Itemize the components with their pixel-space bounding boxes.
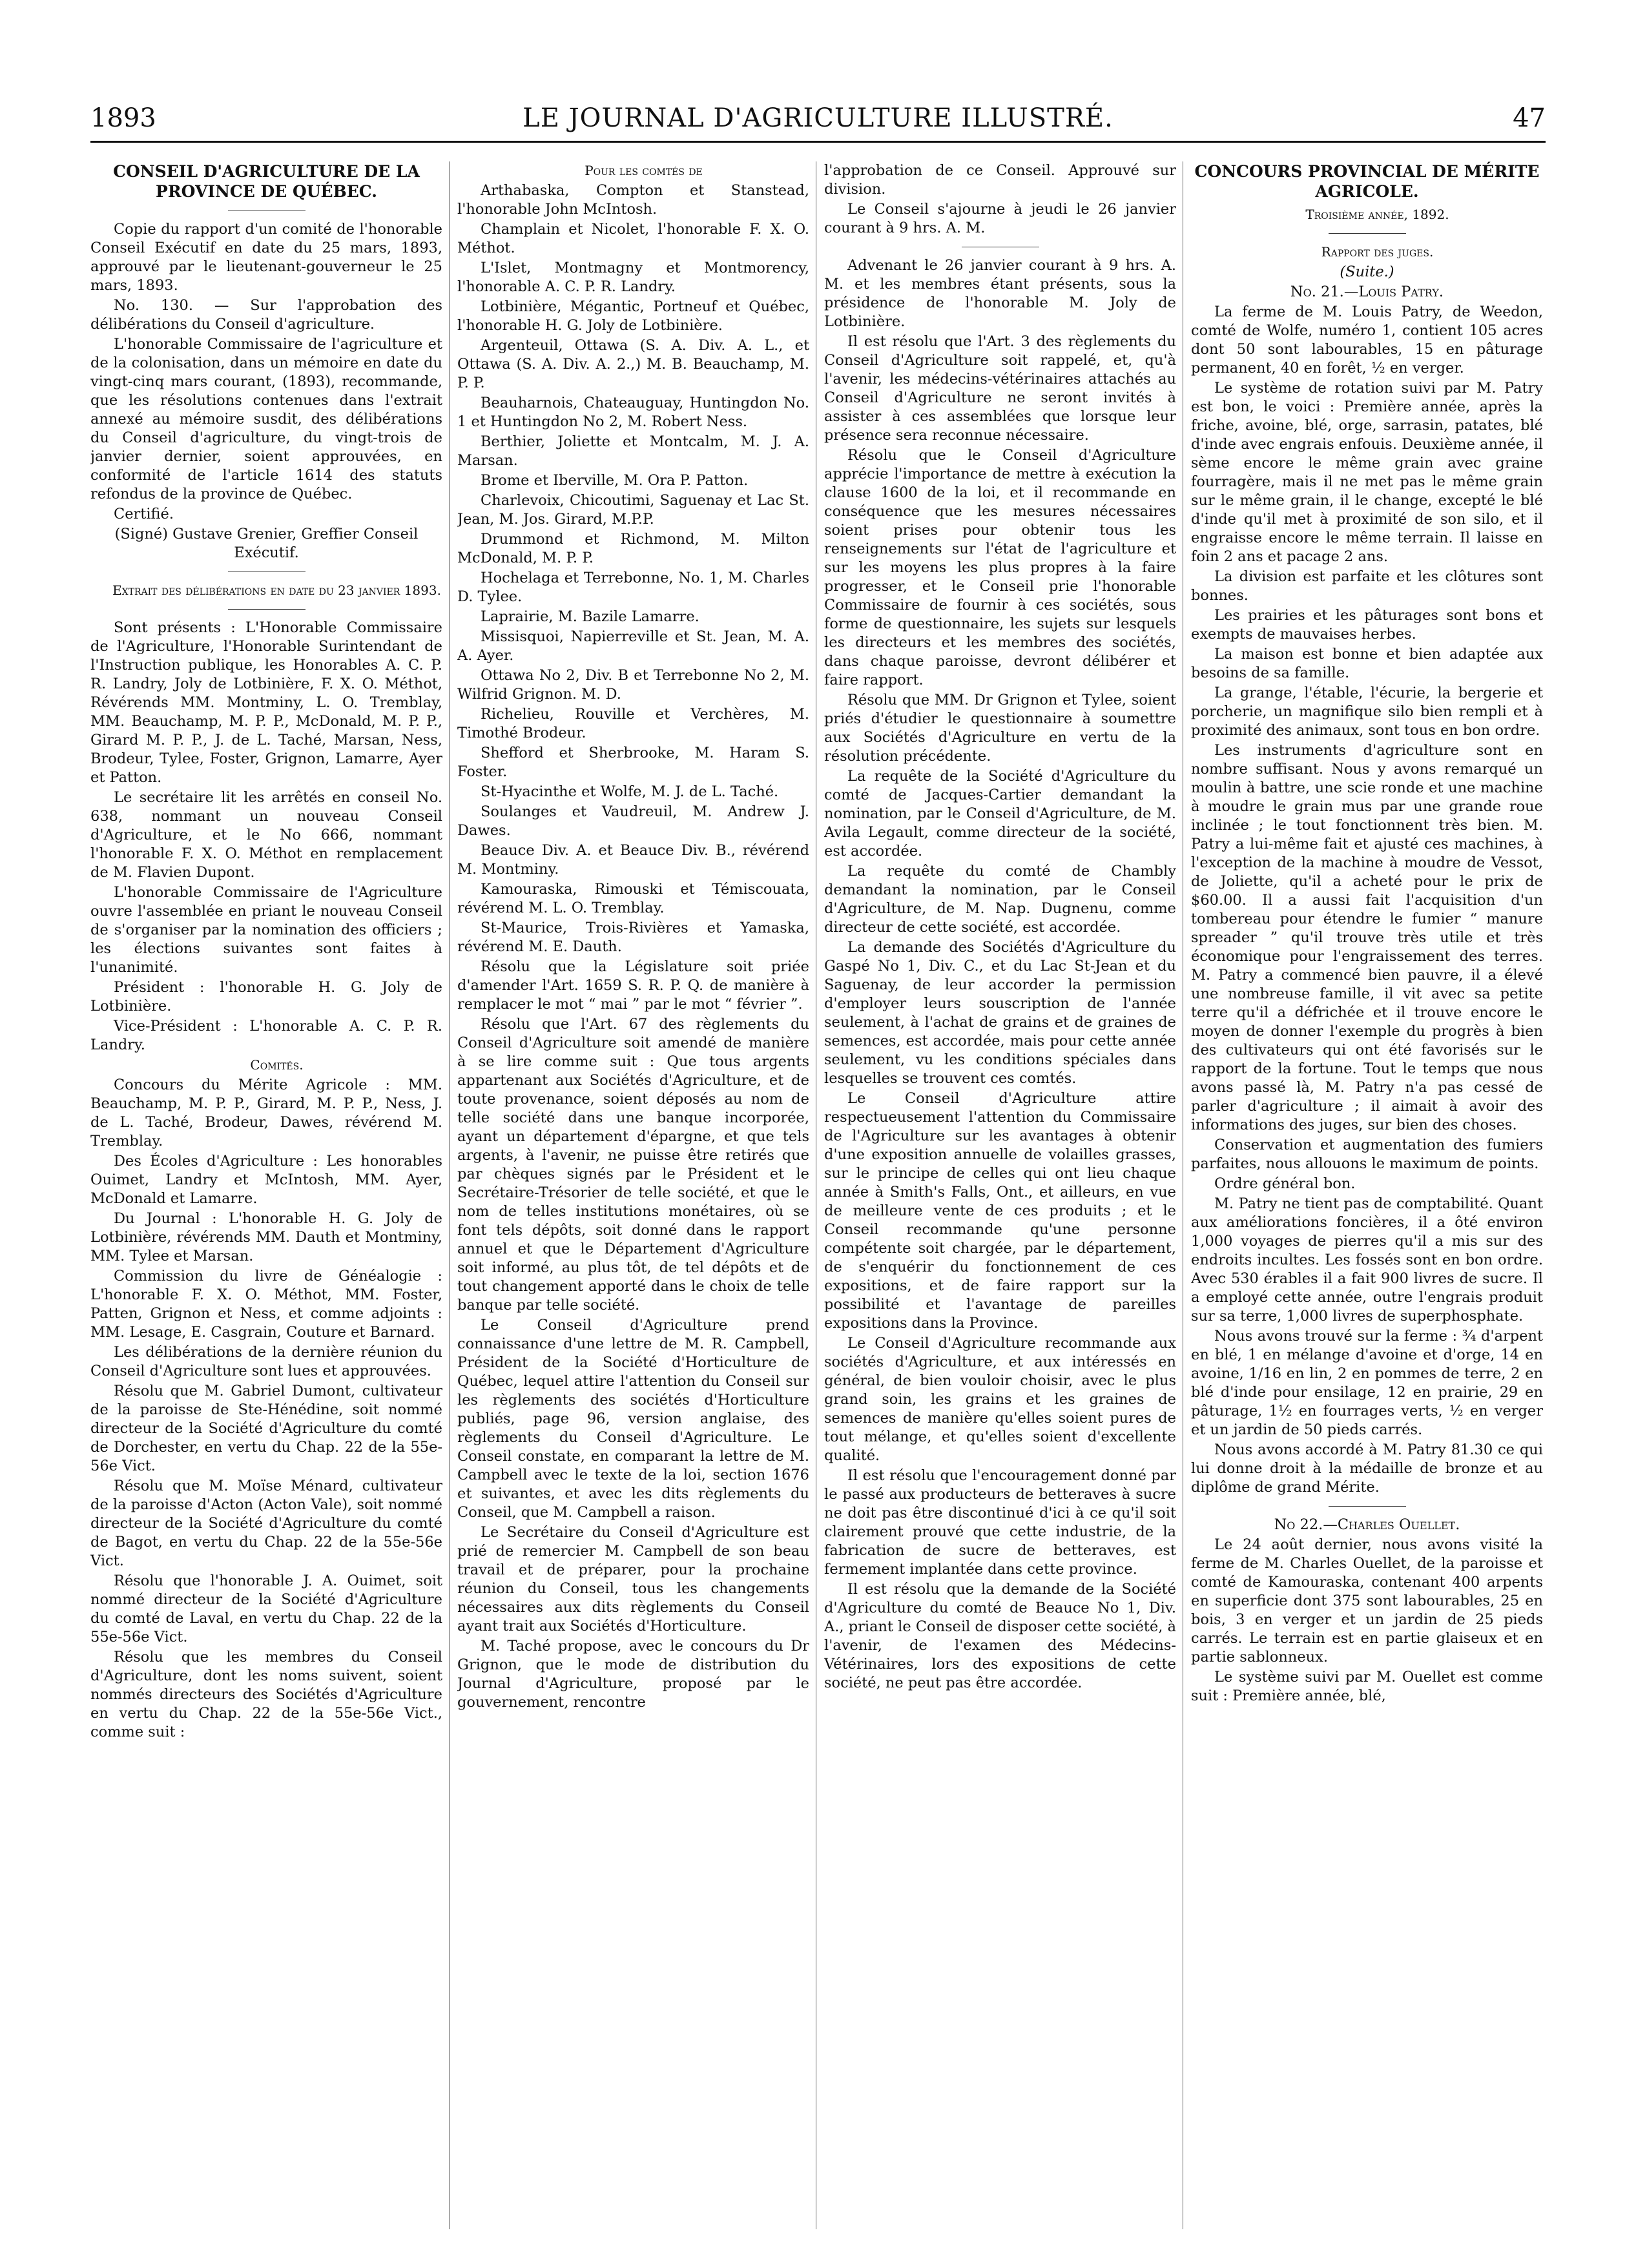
- paragraph: Commission du livre de Généalogie : L'honorable F. X. O. Méthot, MM. Foster, Patten, Grignon et Ness, et comme adjoints : MM. Lesage, E. Casgrain, Couture et Barnard.: [90, 1268, 442, 1341]
- paragraph: Le Conseil d'Agriculture recommande aux sociétés d'Agriculture, et aux intéressés en général, de bien vouloir choisir, avec le plus grand soin, les grains et les graines de semences de manière qu'elles soient pures de tout mélange, et qu'elles soient d'excellente qualité.: [824, 1335, 1176, 1464]
- separator: [1329, 1506, 1406, 1507]
- paragraph: L'Islet, Montmagny et Montmorency, l'honorable A. C. P. R. Landry.: [457, 260, 809, 295]
- paragraph: Concours du Mérite Agricole : MM. Beauchamp, M. P. P., Girard, M. P. P., Ness, J. de L. Taché, Brodeur, Dawes, révérend M. Tremblay.: [90, 1077, 442, 1149]
- article-subtitle: Troisième année, 1892.: [1305, 207, 1449, 222]
- column-3: [824, 161, 1176, 2229]
- paragraph: Du Journal : L'honorable H. G. Joly de Lotbinière, révérends MM. Dauth et Montminy, MM. Tylee et Marsan.: [90, 1210, 442, 1264]
- paragraph: Le Conseil d'Agriculture prend connaissance d'une lettre de M. R. Campbell, Président de la Société d'Horticulture de Québec, lequel attire l'attention du Conseil sur les règlements des sociétés d'Horticulture publiés, page 96, version anglaise, des règlements du Conseil d'Agriculture. Le Conseil constate, en comparant la lettre de M. Campbell avec le texte de la loi, section 1676 et suivantes, et avec les dits règlements du Conseil, que M. Campbell a raison.: [457, 1317, 809, 1521]
- header-page-number: 47: [1513, 103, 1546, 133]
- paragraph: Ordre général bon.: [1214, 1175, 1356, 1192]
- paragraph: Résolu que la Législature soit priée d'amender l'Art. 1659 S. R. P. Q. de manière à remplacer le mot “ mai ” par le mot “ février ”.: [457, 958, 809, 1013]
- continued-note: (Suite.): [1340, 263, 1394, 280]
- paragraph: Missisquoi, Napierreville et St. Jean, M. A. A. Ayer.: [457, 628, 809, 664]
- paragraph: Copie du rapport d'un comité de l'honorable Conseil Exécutif en date du 25 mars, 1893, approuvé par le lieutenant-gouverneur le 25 mars, 1893.: [90, 221, 442, 294]
- paragraph: Beauharnois, Chateauguay, Huntingdon No. 1 et Huntingdon No 2, M. Robert Ness.: [457, 395, 809, 430]
- paragraph: Résolu que MM. Dr Grignon et Tylee, soient priés d'étudier le questionnaire à soumettre aux Sociétés d'Agriculture en vertu de la résolution précédente.: [824, 692, 1176, 765]
- paragraph: Le système de rotation suivi par M. Patry est bon, le voici : Première année, après la friche, avoine, blé, orge, sarrasin, patates, blé d'inde avec engrais enfouis. Deuxième année, il sème encore le même grain avec graine fourragère, mais il ne met pas le même grain sur le même grain, il le change, excepté le blé d'inde qu'il met à proximité de son silo, et il engraisse encore le même terrain. Il laisse en foin 2 ans et pacage 2 ans.: [1191, 380, 1543, 565]
- paragraph: La ferme de M. Louis Patry, de Weedon, comté de Wolfe, numéro 1, contient 105 acres dont 50 sont labourables, 15 en pâturage permanent, 40 en forêt, ½ en verger.: [1191, 304, 1543, 376]
- entry-heading: No 22.—Charles Ouellet.: [1274, 1516, 1460, 1533]
- paragraph: Conservation et augmentation des fumiers parfaites, nous allouons le maximum de points.: [1191, 1137, 1543, 1172]
- paragraph: Le Conseil s'ajourne à jeudi le 26 janvier courant à 9 hrs. A. M.: [824, 201, 1176, 236]
- section-heading: Pour les comtés de: [585, 163, 703, 178]
- paragraph: Des Écoles d'Agriculture : Les honorables Ouimet, Landry et McIntosh, MM. Ayer, McDonald et Lamarre.: [90, 1153, 442, 1207]
- header-year: 1893: [90, 103, 156, 133]
- paragraph: Advenant le 26 janvier courant à 9 hrs. A. M. et les membres étant présents, sous la présidence de l'honorable M. Joly de Lotbinière.: [824, 257, 1176, 330]
- paragraph: La demande des Sociétés d'Agriculture du Gaspé No 1, Div. C., et du Lac St-Jean et du Saguenay, de leur accorder la permission d'employer leurs souscription de l'année seulement, à l'achat de grains et de graines de semences, est accordée, mais pour cette année seulement, vu les conditions spéciales dans lesquelles se trouvent ces comtés.: [824, 939, 1176, 1087]
- paragraph: Lotbinière, Mégantic, Portneuf et Québec, l'honorable H. G. Joly de Lotbinière.: [457, 298, 809, 334]
- paragraph: Il est résolu que l'encouragement donné par le passé aux producteurs de betteraves à sucre ne doit pas être discontinué d'ici à ce qu'il soit clairement prouvé que cette industrie, de la fabrication de sucre de betteraves, est fermement implantée dans cette province.: [824, 1467, 1176, 1578]
- paragraph: St-Hyacinthe et Wolfe, M. J. de L. Taché.: [481, 783, 779, 800]
- paragraph: Le 24 août dernier, nous avons visité la ferme de M. Charles Ouellet, de la paroisse et comté de Kamouraska, contenant 400 arpents en superficie dont 375 sont labourables, 25 en bois, 3 en verger et un jardin de 25 pieds carrés. Le terrain est en partie glaiseux et en partie sablonneux.: [1191, 1536, 1543, 1665]
- paragraph: L'honorable Commissaire de l'Agriculture ouvre l'assemblée en priant le nouveau Conseil de s'organiser par la nomination des officiers ; les élections suivantes sont faites à l'unanimité.: [90, 884, 442, 976]
- paragraph: Il est résolu que l'Art. 3 des règlements du Conseil d'Agriculture soit rappelé, et, qu'à l'avenir, les médecins-vétérinaires attachés au Conseil d'Agriculture ne seront invités à assister à ces assemblées que lorsque leur présence sera reconnue nécessaire.: [824, 333, 1176, 444]
- entry-heading: No. 21.—Louis Patry.: [1290, 284, 1444, 300]
- paragraph: M. Taché propose, avec le concours du Dr Grignon, que le mode de distribution du Journal d'Agriculture, proposé par le gouvernement, rencontre: [457, 1638, 809, 1711]
- paragraph: Kamouraska, Rimouski et Témiscouata, révérend M. L. O. Tremblay.: [457, 881, 809, 916]
- paragraph: Argenteuil, Ottawa (S. A. Div. A. L., et Ottawa (S. A. Div. A. 2.,) M. B. Beauchamp, M. P. P.: [457, 337, 809, 391]
- paragraph: Résolu que les membres du Conseil d'Agriculture, dont les noms suivent, soient nommés directeurs des Sociétés d'Agriculture en vertu du Chap. 22 de la 55e-56e Vict., comme suit :: [90, 1649, 442, 1740]
- paragraph: Richelieu, Rouville et Verchères, M. Timothé Brodeur.: [457, 706, 809, 741]
- paragraph: Résolu que l'Art. 67 des règlements du Conseil d'Agriculture soit amendé de manière à se lire comme suit : Que tous argents appartenant aux Sociétés d'Agriculture, et de toute provenance, soient déposés au nom de telle société dans une banque incorporée, ayant un département d'épargne, et que tels argents, à l'avenir, ne puisse être retirés que par chèques signés par le Président et le Secrétaire-Trésorier de telle société, et que le nom de telles institutions monétaires, où se font tels dépôts, soit donné dans le rapport annuel et que le Département d'Agriculture soit informé, au plus tôt, de tel dépôts et de tout changement apporté dans le choix de telle banque par telle société.: [457, 1016, 809, 1314]
- paragraph: St-Maurice, Trois-Rivières et Yamaska, révérend M. E. Dauth.: [457, 920, 809, 955]
- paragraph: Drummond et Richmond, M. Milton McDonald, M. P. P.: [457, 531, 809, 566]
- section-heading: Comités.: [250, 1057, 304, 1073]
- separator: [1329, 233, 1406, 234]
- section-heading: Rapport des juges.: [1321, 244, 1434, 260]
- paragraph: Président : l'honorable H. G. Joly de Lotbinière.: [90, 979, 442, 1015]
- column-divider: [449, 161, 450, 2229]
- header-title: LE JOURNAL D'AGRICULTURE ILLUSTRÉ.: [523, 103, 1113, 133]
- paragraph: Les délibérations de la dernière réunion du Conseil d'Agriculture sont lues et approuvées.: [90, 1344, 442, 1379]
- paragraph: Résolu que l'honorable J. A. Ouimet, soit nommé directeur de la Société d'Agriculture du comté de Laval, en vertu du Chap. 22 de la 55e-56e Vict.: [90, 1572, 442, 1645]
- article-title: CONSEIL D'AGRICULTURE DE LA PROVINCE DE QUÉBEC.: [113, 162, 420, 201]
- paragraph: Sont présents : L'Honorable Commissaire de l'Agriculture, l'Honorable Surintendant de l'Instruction publique, les Honorables A. C. P. R. Landry, Joly de Lotbinière, F. X. O. Méthot, Révérends MM. Montminy, L. O. Tremblay, MM. Beauchamp, M. P. P., McDonald, M. P. P., Girard M. P. P., J. de L. Taché, Marsan, Ness, Brodeur, Tylee, Foster, Grignon, Lamarre, Ayer et Patton.: [90, 619, 442, 786]
- paragraph: Résolu que le Conseil d'Agriculture apprécie l'importance de mettre à exécution la clause 1600 de la loi, et il recommande en conséquence que les mesures nécessaires soient prises pour obtenir tous les renseignements sur l'état de l'agriculture et sur les moyens les plus propres à la faire progresser, et le Conseil prie l'honorable Commissaire de fournir à ces sociétés, sous forme de questionnaire, les sujets sur lesquels les directeurs et les membres des sociétés, dans chaque paroisse, devront délibérer et faire rapport.: [824, 447, 1176, 688]
- paragraph: La maison est bonne et bien adaptée aux besoins de sa famille.: [1191, 646, 1543, 681]
- paragraph: Brome et Iberville, M. Ora P. Patton.: [481, 472, 749, 489]
- column-2: [457, 161, 809, 2229]
- section-heading: Extrait des délibérations en date du 23 janvier 1893.: [112, 582, 441, 598]
- article-title: CONCOURS PROVINCIAL DE MÉRITE AGRICOLE.: [1194, 162, 1540, 201]
- running-header: [90, 103, 1546, 142]
- paragraph: Shefford et Sherbrooke, M. Haram S. Foster.: [457, 745, 809, 780]
- paragraph: Champlain et Nicolet, l'honorable F. X. O. Méthot.: [457, 221, 809, 256]
- paragraph: Berthier, Joliette et Montcalm, M. J. A. Marsan.: [457, 433, 809, 469]
- paragraph: l'approbation de ce Conseil. Approuvé sur division.: [824, 162, 1176, 198]
- paragraph: Beauce Div. A. et Beauce Div. B., révérend M. Montminy.: [457, 842, 809, 878]
- paragraph: Le Secrétaire du Conseil d'Agriculture est prié de remercier M. Campbell de son beau travail et de préparer, pour la prochaine réunion du Conseil, tous les changements nécessaires aux dits règlements du Conseil ayant trait aux Sociétés d'Horticulture.: [457, 1524, 809, 1634]
- paragraph: Le secrétaire lit les arrêtés en conseil No. 638, nommant un nouveau Conseil d'Agriculture, et le No 666, nommant l'honorable F. X. O. Méthot en remplacement de M. Flavien Dupont.: [90, 789, 442, 881]
- paragraph: Le système suivi par M. Ouellet est comme suit : Première année, blé,: [1191, 1669, 1543, 1704]
- paragraph: Résolu que M. Gabriel Dumont, cultivateur de la paroisse de Ste-Hénédine, soit nommé directeur de la Société d'Agriculture du comté de Dorchester, en vertu du Chap. 22 de la 55e-56e Vict.: [90, 1383, 442, 1474]
- paragraph: Certifié.: [114, 506, 174, 522]
- paragraph: L'honorable Commissaire de l'agriculture et de la colonisation, dans un mémoire en date du vingt-cinq mars courant, (1893), recommande, que les résolutions contenues dans l'extrait annexé au mémoire susdit, des délibérations du Conseil d'agriculture, du vingt-trois de janvier dernier, soient approuvées, en conformité de l'article 1614 des statuts refondus de la province de Québec.: [90, 336, 442, 502]
- paragraph: Soulanges et Vaudreuil, M. Andrew J. Dawes.: [457, 803, 809, 839]
- paragraph: Hochelaga et Terrebonne, No. 1, M. Charles D. Tylee.: [457, 570, 809, 605]
- paragraph: La grange, l'étable, l'écurie, la bergerie et porcherie, un magnifique silo bien rempli et à proximité des animaux, sont tous en bon ordre.: [1191, 685, 1543, 739]
- paragraph: Les instruments d'agriculture sont en nombre suffisant. Nous y avons remarqué un moulin à battre, une scie ronde et une machine à moudre le grain mus par une grande roue inclinée ; le tout fonctionnent très bien. M. Patry a lui-même fait et ajusté ces machines, à l'exception de la machine à moudre de Vessot, de Joliette, qu'il a acheté pour le prix de $60.00. Il a aussi fait l'acquisition d'un tombereau pour étendre le fumier “ manure spreader ” qu'il trouve très utile et très économique pour l'engraissement des terres. M. Patry a commencé bien pauvre, il a élevé une nombreuse famille, il vit avec sa petite terre qu'il a défrichée et il trouve encore le moyen de donner l'exemple du progrès à bien des cultivateurs qui ont été favorisés sur le rapport de la fortune. Tout le temps que nous avons passé là, M. Patry n'a pas cessé de parler d'agriculture ; il aimait à avoir des informations des juges, sur bien des choses.: [1191, 742, 1543, 1133]
- column-1: [90, 161, 442, 2229]
- separator: [228, 609, 305, 610]
- paragraph: Ottawa No 2, Div. B et Terrebonne No 2, M. Wilfrid Grignon. M. D.: [457, 667, 809, 703]
- paragraph: Il est résolu que la demande de la Société d'Agriculture du comté de Beauce No 1, Div. A., priant le Conseil de disposer cette société, à l'avenir, de l'examen des Médecins-Vétérinaires, lors des expositions de cette société, ne peut pas être accordée.: [824, 1581, 1176, 1691]
- paragraph: Résolu que M. Moïse Ménard, cultivateur de la paroisse d'Acton (Acton Vale), soit nommé directeur de la Société d'Agriculture du comté de Bagot, en vertu du Chap. 22 de la 55e-56e Vict.: [90, 1478, 442, 1569]
- paragraph: Arthabaska, Compton et Stanstead, l'honorable John McIntosh.: [457, 182, 809, 218]
- paragraph: Laprairie, M. Bazile Lamarre.: [481, 608, 699, 625]
- paragraph: Nous avons trouvé sur la ferme : ¾ d'arpent en blé, 1 en mélange d'avoine et d'orge, 14 en avoine, 1/16 en lin, 2 en pommes de terre, 2 en blé d'inde pour ensilage, 12 en prairie, 29 en pâturage, 1½ en fourrages verts, ½ en verger et un jardin de 50 pieds carrés.: [1191, 1328, 1543, 1438]
- paragraph: Charlevoix, Chicoutimi, Saguenay et Lac St. Jean, M. Jos. Girard, M.P.P.: [457, 492, 809, 528]
- paragraph: Vice-Président : L'honorable A. C. P. R. Landry.: [90, 1018, 442, 1053]
- paragraph: La requête du comté de Chambly demandant la nomination, par le Conseil d'Agriculture, de M. Nap. Dugnenu, comme directeur de cette société, est accordée.: [824, 863, 1176, 936]
- paragraph: No. 130. — Sur l'approbation des délibérations du Conseil d'agriculture.: [90, 297, 442, 333]
- header-rule: [90, 141, 1546, 143]
- paragraph: La division est parfaite et les clôtures sont bonnes.: [1191, 568, 1543, 604]
- paragraph: La requête de la Société d'Agriculture du comté de Jacques-Cartier demandant la nomination, par le Conseil d'Agriculture, de M. Avila Legault, comme directeur de la société, est accordée.: [824, 768, 1176, 860]
- signature: (Signé) Gustave Grenier, Greffier Conseil Exécutif.: [114, 526, 419, 561]
- paragraph: Nous avons accordé à M. Patry 81.30 ce qui lui donne droit à la médaille de bronze et au diplôme de grand Mérite.: [1191, 1441, 1543, 1496]
- paragraph: M. Patry ne tient pas de comptabilité. Quant aux améliorations foncières, il a ôté environ 1,000 voyages de pierres qu'il a mis sur des endroits incultes. Les fossés sont en bon ordre. Avec 530 érables il a fait 900 livres de sucre. Il a employé cette année, outre l'engrais produit sur sa terre, 1,000 livres de superphosphate.: [1191, 1195, 1543, 1325]
- paragraph: Les prairies et les pâturages sont bons et exempts de mauvaises herbes.: [1191, 607, 1543, 643]
- column-4: [1191, 161, 1543, 2229]
- paragraph: Le Conseil d'Agriculture attire respectueusement l'attention du Commissaire de l'Agriculture sur les avantages à obtenir d'une exposition annuelle de volailles grasses, sur le principe de celles qui ont lieu chaque année à Smith's Falls, Ont., et ailleurs, en vue de meilleure vente de ces produits ; et le Conseil recommande qu'une personne compétente soit chargée, par le département, de s'enquérir du fonctionnement de ces expositions, et de faire rapport sur la possibilité et l'avantage de pareilles expositions dans la Province.: [824, 1090, 1176, 1332]
